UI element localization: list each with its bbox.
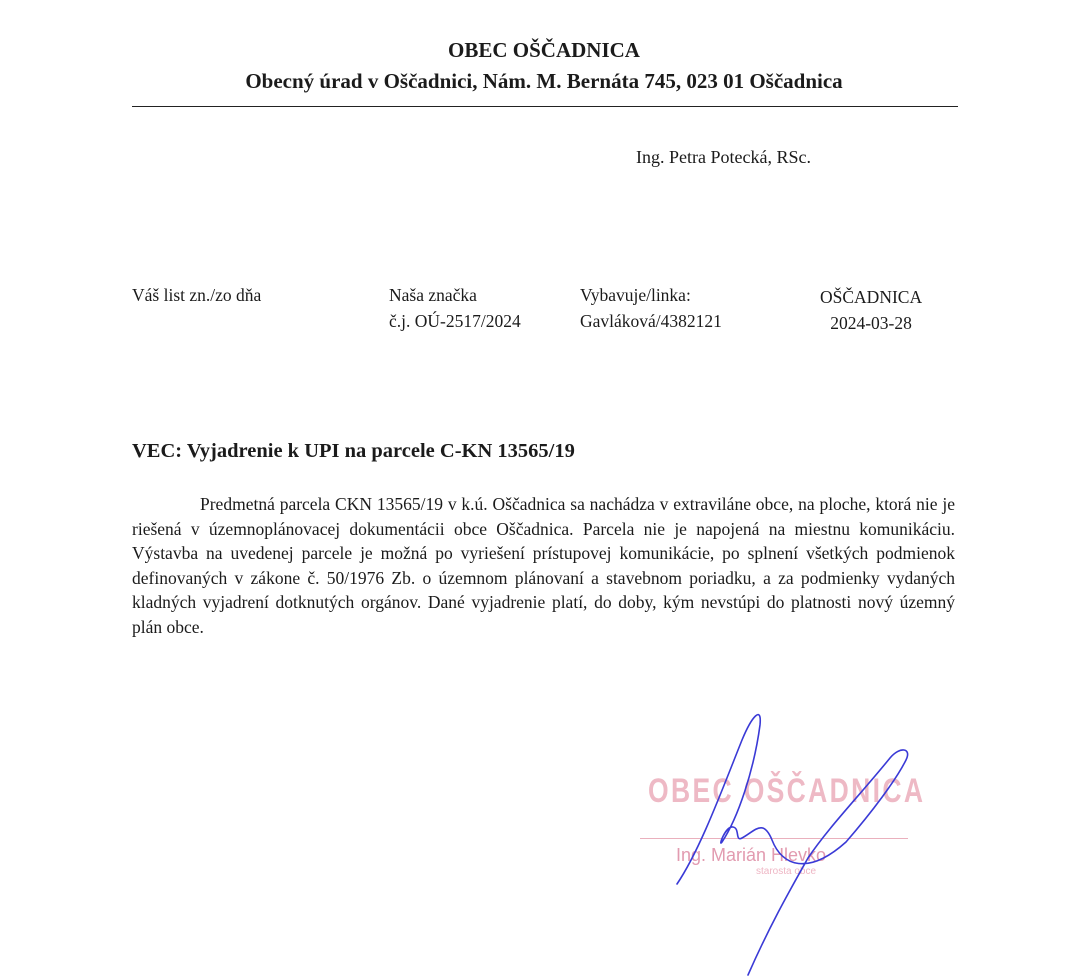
place-date <box>820 284 922 336</box>
stamp-role: starosta obce <box>756 866 817 877</box>
stamp-title: OBEC OŠČADNICA <box>648 772 926 810</box>
stamp-divider <box>640 838 908 839</box>
our-ref-label: Naša značka <box>389 285 477 305</box>
date: 2024-03-28 <box>830 313 912 333</box>
handled-by <box>580 282 722 334</box>
our-reference <box>389 282 521 334</box>
stamp-name: Ing. Marián Hlevko <box>676 845 827 865</box>
subject-line: VEC: Vyjadrenie k UPI na parcele C-KN 13565/19 <box>132 440 575 462</box>
handled-by-label: Vybavuje/linka: <box>580 285 691 305</box>
recipient-name: Ing. Petra Potecká, RSc. <box>636 147 811 167</box>
our-ref-value: č.j. OÚ-2517/2024 <box>389 311 521 331</box>
place: OŠČADNICA <box>820 287 923 307</box>
office-address: Obecný úrad v Oščadnici, Nám. M. Bernáta 745, 023 01 Oščadnica <box>245 69 843 93</box>
body-paragraph: Predmetná parcela CKN 13565/19 v k.ú. Oščadnica sa nachádza v extraviláne obce, na ploche, ktorá nie je riešená v územnoplánovacej dokumentácii obce Oščadnica. Parcela nie je napojená na miestnu komunikáciu. Výstavba na uvedenej parcele je možná po vyriešení prístupovej komunikácie, po splnení všetkých podmienok definovaných v zákone č. 50/1976 Zb. o územnom plánovaní a stavebnom poriadku, a za podmienky vydaných kladných vyjadrení dotknutých orgánov. Dané vyjadrenie platí, do doby, kým nevstúpi do platnosti nový územný plán obce. <box>132 494 955 637</box>
handled-by-value: Gavláková/4382121 <box>580 311 722 331</box>
body-text <box>132 492 955 640</box>
header-divider <box>132 106 958 107</box>
municipality-title: OBEC OŠČADNICA <box>448 38 640 62</box>
your-letter-label: Váš list zn./zo dňa <box>132 285 262 305</box>
